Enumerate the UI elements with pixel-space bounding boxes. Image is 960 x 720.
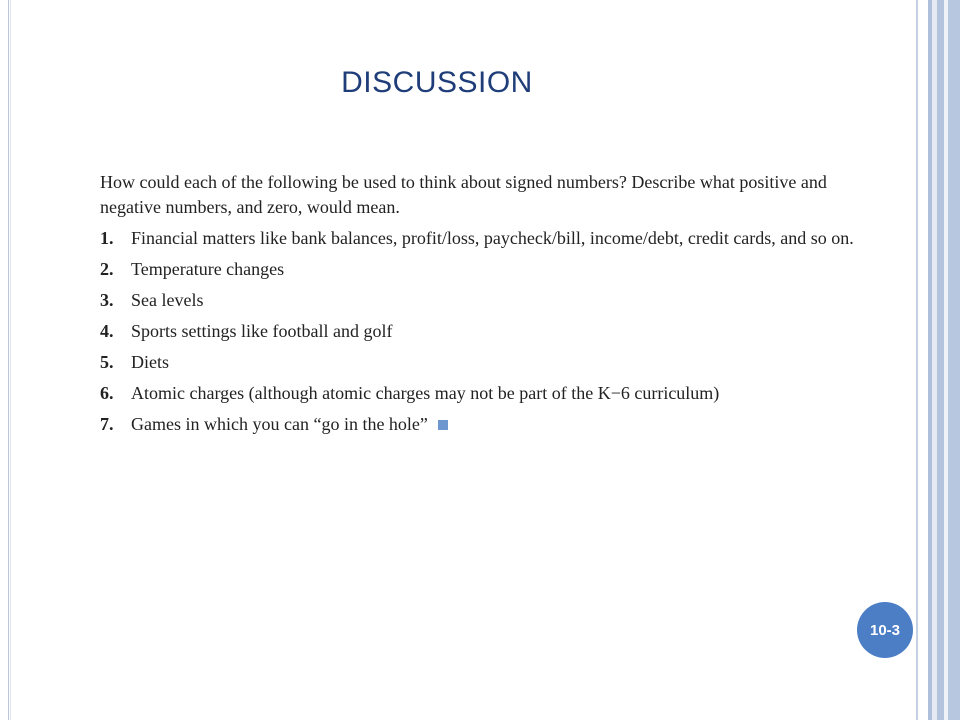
list-item-number: 6. (100, 383, 114, 403)
list-item-number: 3. (100, 290, 114, 310)
slide-title (0, 66, 880, 100)
list-item-number: 7. (100, 414, 114, 434)
list-item (100, 381, 870, 406)
slide-frame-left-line (8, 0, 9, 720)
list-item-number: 2. (100, 259, 114, 279)
slide-content (100, 170, 870, 443)
list-item (100, 350, 870, 375)
list-item-text: Financial matters like bank balances, profit/loss, paycheck/bill, income/debt, credit cards, and so on. (131, 228, 854, 248)
list-item-text: Games in which you can “go in the hole” (131, 414, 428, 434)
slide-title-text: DISCUSSION (341, 66, 533, 99)
end-of-section-square-icon (438, 420, 448, 430)
intro-paragraph: How could each of the following be used to think about signed numbers? Describe what positive and negative numbers, and zero, would mean. (100, 172, 827, 217)
page-number-text: 10-3 (869, 621, 901, 639)
list-item (100, 412, 870, 437)
slide-frame-left-line-inner (10, 0, 11, 720)
discussion-list (100, 226, 870, 437)
list-item-number: 1. (100, 228, 114, 248)
list-item-number: 5. (100, 352, 114, 372)
list-item-text: Diets (131, 352, 169, 372)
list-item (100, 288, 870, 313)
list-item-text: Sea levels (131, 290, 204, 310)
right-decorative-band (916, 0, 960, 720)
list-item (100, 226, 870, 251)
list-item-text: Atomic charges (although atomic charges may not be part of the K−6 curriculum) (131, 383, 720, 403)
list-item (100, 319, 870, 344)
list-item-text: Temperature changes (131, 259, 285, 279)
list-item (100, 257, 870, 282)
list-item-text: Sports settings like football and golf (131, 321, 393, 341)
page-number-badge (857, 602, 913, 658)
list-item-number: 4. (100, 321, 114, 341)
